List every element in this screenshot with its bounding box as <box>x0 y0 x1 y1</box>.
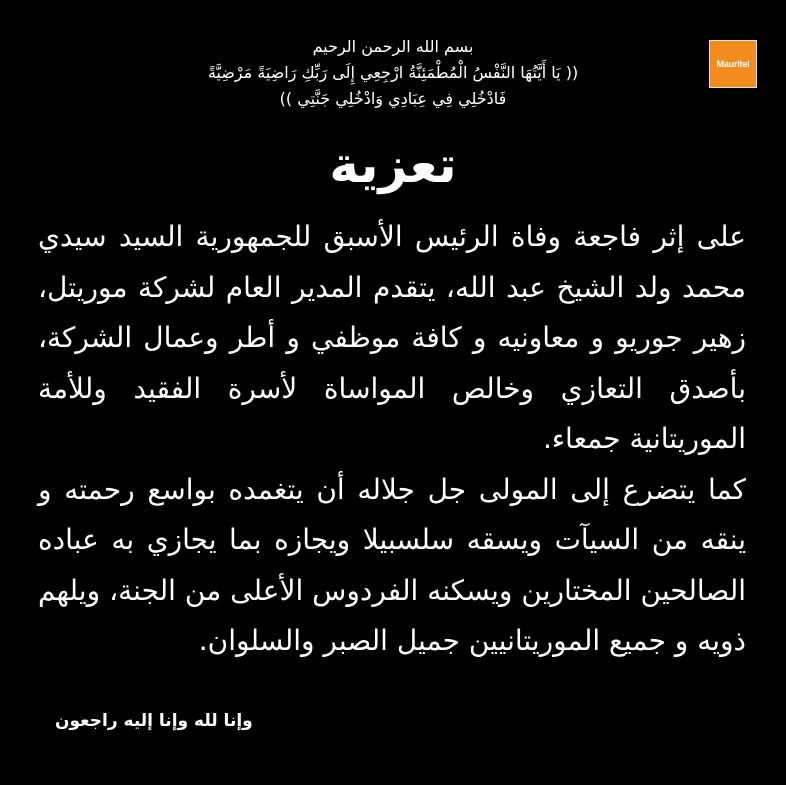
message-paragraph-2: كما يتضرع إلى المولى جل جلاله أن يتغمده بواسع رحمته و ينقه من السيآت ويسقه سلسبيلا ويجازه بما يجازي به عباده الصالحين المختارين ويسكنه الفردوس الأعلى من الجنة، ويلهم ذويه و جميع الموريتانيين جميل الصبر والسلوان. <box>38 472 746 657</box>
quran-verse-line-1: (( يَا أَيَّتُهَا النَّفْسُ الْمُطْمَئِنَّةُ ارْجِعِي إِلَى رَبِّكِ رَاضِيَةً مَرْضِيَّةً <box>207 63 579 82</box>
basmala: بسم الله الرحمن الرحيم <box>312 37 474 56</box>
logo-text: Mauritel <box>716 59 750 69</box>
page-title: تعزية <box>329 136 457 194</box>
message-paragraph-1: على إثر فاجعة وفاة الرئيس الأسبق للجمهورية السيد سيدي محمد ولد الشيخ عبد الله، يتقدم المدير العام لشركة موريتل، زهير جوريو و معاونيه و كافة موظفي و أطر وعمال الشركة، بأصدق التعازي وخالص المواساة لأسرة الفقيد وللأمة الموريتانية جمعاء. <box>38 220 746 455</box>
closing-phrase: وإنا لله وإنا إليه راجعون <box>55 711 253 731</box>
condolence-message <box>38 212 746 667</box>
mauritel-logo <box>709 40 757 88</box>
religious-header <box>150 34 636 112</box>
quran-verse-line-2: فَادْخُلِي فِي عِبَادِي وَادْخُلِي جَنَّتِي )) <box>279 89 507 108</box>
